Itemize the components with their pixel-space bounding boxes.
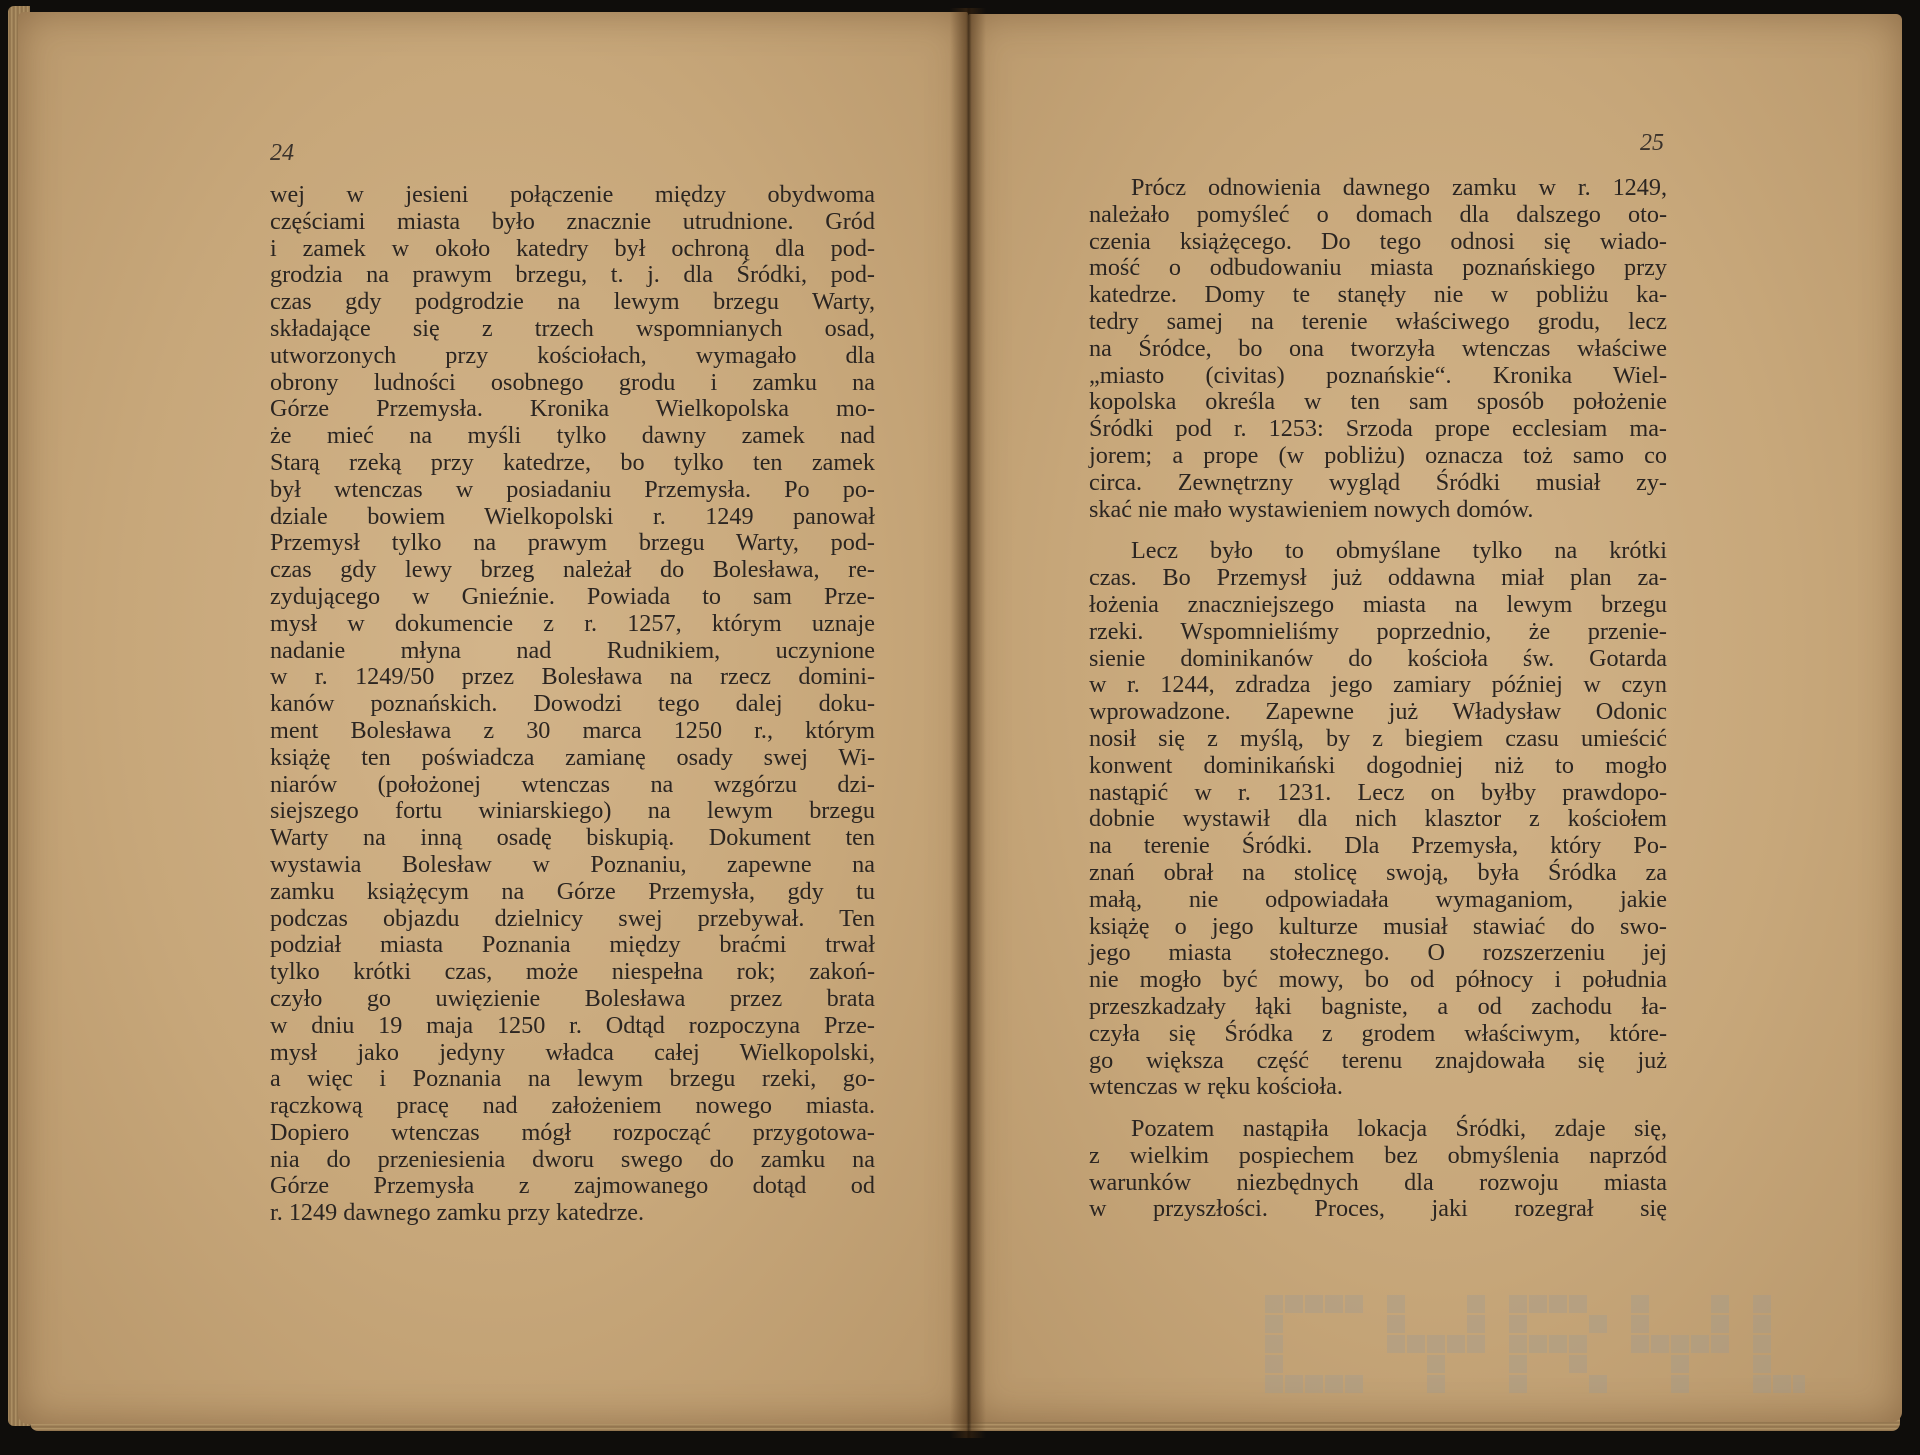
right-page-text — [1089, 175, 1667, 1223]
text-line: znań obrał na stolicę swoją, była Śródka za — [1089, 858, 1667, 886]
text-line: na terenie Śródki. Dla Przemysła, który Po- — [1089, 832, 1667, 860]
text-line: w przyszłości. Proces, jaki rozegrał się — [1089, 1195, 1667, 1223]
watermark-pixel — [1467, 1295, 1485, 1313]
text-line: r. 1249 dawnego zamku przy katedrze. — [270, 1199, 645, 1227]
right-page — [968, 14, 1902, 1422]
text-line: „miasto (civitas) poznańskie“. Kronika Wiel- — [1089, 361, 1667, 389]
watermark-pixel — [1509, 1375, 1527, 1393]
text-line: Warty na inną osadę biskupią. Dokument ten — [270, 824, 875, 852]
text-line: rzeki. Wspomnieliśmy poprzednio, że przenie- — [1089, 617, 1667, 645]
watermark-pixel — [1671, 1375, 1689, 1393]
watermark-pixel — [1285, 1375, 1303, 1393]
text-line: nadanie młyna nad Rudnikiem, uczynione — [270, 636, 875, 664]
text-line: w r. 1244, zdradza jego zamiary później w czyn — [1089, 671, 1667, 699]
text-line: go większa część terenu znajdowała się już — [1089, 1046, 1667, 1074]
watermark-pixel — [1387, 1335, 1405, 1353]
text-line: w r. 1249/50 przez Bolesława na rzecz domini- — [270, 663, 875, 691]
text-line: czas gdy podgrodzie na lewym brzegu Warty, — [270, 288, 875, 316]
watermark-pixel — [1631, 1315, 1649, 1333]
watermark-pixel — [1305, 1295, 1323, 1313]
watermark-pixel — [1427, 1375, 1445, 1393]
text-line: dziale bowiem Wielkopolski r. 1249 panował — [270, 502, 875, 530]
text-line: zamku książęcym na Górze Przemysła, gdy tu — [270, 877, 875, 905]
watermark-pixel — [1753, 1315, 1771, 1333]
text-line: należało pomyśleć o domach dla dalszego oto- — [1089, 200, 1667, 228]
text-line: wystawia Bolesław w Poznaniu, zapewne na — [270, 850, 875, 878]
watermark-pixel — [1753, 1335, 1771, 1353]
watermark-pixel — [1773, 1375, 1791, 1393]
watermark-pixel — [1569, 1335, 1587, 1353]
text-line: Dopiero wtenczas mógł rozpocząć przygotowa- — [270, 1118, 875, 1146]
watermark-pixel — [1711, 1295, 1729, 1313]
watermark-pixel — [1509, 1355, 1527, 1373]
watermark-pixel — [1387, 1315, 1405, 1333]
watermark-pixel — [1285, 1295, 1303, 1313]
watermark-pixel — [1631, 1335, 1649, 1353]
watermark-pixel — [1589, 1315, 1607, 1333]
text-line: warunków niezbędnych dla rozwoju miasta — [1089, 1168, 1667, 1196]
text-line: nie mogło być mowy, bo od północy i południa — [1089, 966, 1667, 994]
text-line: dobnie wystawił dla nich klasztor z kościołem — [1089, 805, 1667, 833]
watermark-pixel — [1671, 1355, 1689, 1373]
watermark-pixel — [1345, 1295, 1363, 1313]
text-line: przeszkadzały łąki bagniste, a od zachodu ła- — [1089, 992, 1667, 1020]
text-line: podział miasta Poznania między braćmi trwał — [270, 931, 875, 959]
watermark-pixel — [1407, 1335, 1425, 1353]
watermark-pixel — [1691, 1335, 1709, 1353]
watermark-pixel — [1467, 1335, 1485, 1353]
watermark-pixel — [1589, 1375, 1607, 1393]
text-line: łożenia znaczniejszego miasta na lewym brzegu — [1089, 590, 1667, 618]
text-line: tedry samej na terenie właściwego grodu, lecz — [1089, 307, 1667, 335]
watermark-pixel — [1265, 1315, 1283, 1333]
watermark-logo — [1265, 1290, 1805, 1400]
text-line: kanów poznańskich. Dowodzi tego dalej doku- — [270, 690, 875, 718]
text-line: ment Bolesława z 30 marca 1250 r., którym — [270, 716, 875, 744]
watermark-pixel — [1753, 1355, 1771, 1373]
left-page — [18, 12, 968, 1424]
text-line: skać nie mało wystawieniem nowych domów. — [1089, 495, 1534, 523]
text-line: jego miasta stołecznego. O rozszerzeniu jej — [1089, 939, 1667, 967]
text-line: z wielkim pospiechem bez obmyślenia naprzód — [1089, 1141, 1667, 1169]
text-line: czas gdy lewy brzeg należał do Bolesława, re- — [270, 556, 875, 584]
text-line: mysł w dokumencie z r. 1257, którym uznaje — [270, 609, 875, 637]
watermark-pixel — [1569, 1355, 1587, 1373]
text-line: katedrze. Domy te stanęły nie w pobliżu ka- — [1089, 281, 1667, 309]
text-line: częściami miasta było znacznie utrudnione. Gród — [270, 207, 875, 235]
text-line: Starą rzeką przy katedrze, bo tylko ten zamek — [270, 448, 875, 476]
text-line: nastąpić w r. 1231. Lecz on byłby prawdopo- — [1089, 778, 1667, 806]
text-line: Górze Przemysła z zajmowanego dotąd od — [270, 1172, 875, 1200]
watermark-pixel — [1305, 1375, 1323, 1393]
watermark-pixel — [1753, 1295, 1771, 1313]
text-line: książę o jego kulturze musiał stawiać do swo- — [1089, 912, 1667, 940]
text-line: rączkową pracę nad założeniem nowego miasta. — [270, 1092, 875, 1120]
text-line: tylko krótki czas, może niespełna rok; zakoń- — [270, 958, 875, 986]
text-line: Prócz odnowienia dawnego zamku w r. 1249, — [1131, 174, 1667, 201]
text-line: obrony ludności osobnego grodu i zamku na — [270, 368, 875, 396]
watermark-pixel — [1509, 1295, 1527, 1313]
text-line: był wtenczas w posiadaniu Przemysła. Po po- — [270, 475, 875, 503]
watermark-pixel — [1529, 1295, 1547, 1313]
text-line: składające się z trzech wspomnianych osad, — [270, 314, 875, 342]
watermark-pixel — [1509, 1335, 1527, 1353]
page-number-right: 25 — [1640, 130, 1664, 156]
watermark-pixel — [1569, 1295, 1587, 1313]
text-line: niarów (położonej wtenczas na wzgórzu dzi- — [270, 770, 875, 798]
watermark-pixel — [1793, 1375, 1805, 1393]
watermark-pixel — [1345, 1375, 1363, 1393]
watermark-pixel — [1549, 1335, 1567, 1353]
watermark-pixel — [1711, 1315, 1729, 1333]
paragraph-gap — [1089, 1101, 1667, 1116]
watermark-pixel — [1387, 1295, 1405, 1313]
text-line: mysł jako jedyny władca całej Wielkopolski, — [270, 1038, 875, 1066]
text-line: Śródki pod r. 1253: Srzoda prope ecclesiam ma- — [1089, 415, 1667, 443]
text-line: czas. Bo Przemysł już oddawna miał plan za- — [1089, 564, 1667, 592]
text-line: sienie dominikanów do kościoła św. Gotarda — [1089, 644, 1667, 672]
text-line: a więc i Poznania na lewym brzegu rzeki, go- — [270, 1065, 875, 1093]
watermark-pixel — [1467, 1315, 1485, 1333]
text-line: i zamek w około katedry był ochroną dla pod- — [270, 234, 875, 262]
watermark-pixel — [1549, 1295, 1567, 1313]
watermark-pixel — [1631, 1295, 1649, 1313]
text-line: książę ten poświadcza zamianę osady swej Wi- — [270, 743, 875, 771]
watermark-pixel — [1265, 1355, 1283, 1373]
text-line: Górze Przemysła. Kronika Wielkopolska mo- — [270, 395, 875, 423]
text-line: Lecz było to obmyślane tylko na krótki — [1131, 537, 1667, 565]
text-line: Pozatem nastąpiła lokacja Śródki, zdaje się, — [1131, 1115, 1667, 1143]
text-line: circa. Zewnętrzny wygląd Śródki musiał zy- — [1089, 468, 1667, 496]
watermark-pixel — [1427, 1355, 1445, 1373]
left-page-text — [270, 182, 875, 1227]
text-line: wej w jesieni połączenie między obydwoma — [270, 181, 875, 208]
text-line: że mieć na myśli tylko dawny zamek nad — [270, 422, 875, 450]
watermark-pixel — [1265, 1335, 1283, 1353]
text-line: jorem; a prope (w pobliżu) oznacza toż samo co — [1089, 441, 1667, 469]
watermark-pixel — [1671, 1335, 1689, 1353]
text-line: wtenczas w ręku kościoła. — [1089, 1073, 1343, 1101]
watermark-pixel — [1265, 1295, 1283, 1313]
text-line: konwent dominikański dogodniej niż to mogło — [1089, 751, 1667, 779]
watermark-pixel — [1753, 1375, 1771, 1393]
text-line: podczas objazdu dzielnicy swej przebywał. Ten — [270, 904, 875, 932]
watermark-pixel — [1447, 1335, 1465, 1353]
watermark-pixel — [1325, 1375, 1343, 1393]
watermark-pixel-glyphs — [1265, 1290, 1805, 1400]
paragraph-gap — [1089, 523, 1667, 538]
text-line: siejszego fortu winiarskiego) na lewym brzegu — [270, 797, 875, 825]
text-line: nosił się z myślą, by z biegiem czasu umieścić — [1089, 724, 1667, 752]
watermark-pixel — [1529, 1335, 1547, 1353]
text-line: Przemysł tylko na prawym brzegu Warty, pod- — [270, 529, 875, 557]
watermark-pixel — [1711, 1335, 1729, 1353]
text-line: czyło go uwięzienie Bolesława przez brata — [270, 984, 875, 1012]
text-line: kopolska określa w ten sam sposób położenie — [1089, 388, 1667, 416]
watermark-pixel — [1427, 1335, 1445, 1353]
text-line: czyła się Śródka z grodem właściwym, które- — [1089, 1019, 1667, 1047]
watermark-pixel — [1509, 1315, 1527, 1333]
text-line: zydującego w Gnieźnie. Powiada to sam Prze- — [270, 582, 875, 610]
text-line: utworzonych przy kościołach, wymagało dla — [270, 341, 875, 369]
text-line: czenia książęcego. Do tego odnosi się wiado- — [1089, 227, 1667, 255]
watermark-pixel — [1651, 1335, 1669, 1353]
text-line: w dniu 19 maja 1250 r. Odtąd rozpoczyna Prze- — [270, 1011, 875, 1039]
text-line: mość o odbudowaniu miasta poznańskiego przy — [1089, 254, 1667, 282]
text-line: grodzia na prawym brzegu, t. j. dla Śródki, pod- — [270, 261, 875, 289]
page-number-left: 24 — [270, 140, 294, 166]
text-line: wprowadzone. Zapewne już Władysław Odonic — [1089, 698, 1667, 726]
watermark-pixel — [1325, 1295, 1343, 1313]
text-line: nia do przeniesienia dworu swego do zamku na — [270, 1145, 875, 1173]
text-line: na Śródce, bo ona tworzyła wtenczas właściwe — [1089, 334, 1667, 362]
watermark-pixel — [1265, 1375, 1283, 1393]
text-line: małą, nie odpowiadała wymaganiom, jakie — [1089, 885, 1667, 913]
